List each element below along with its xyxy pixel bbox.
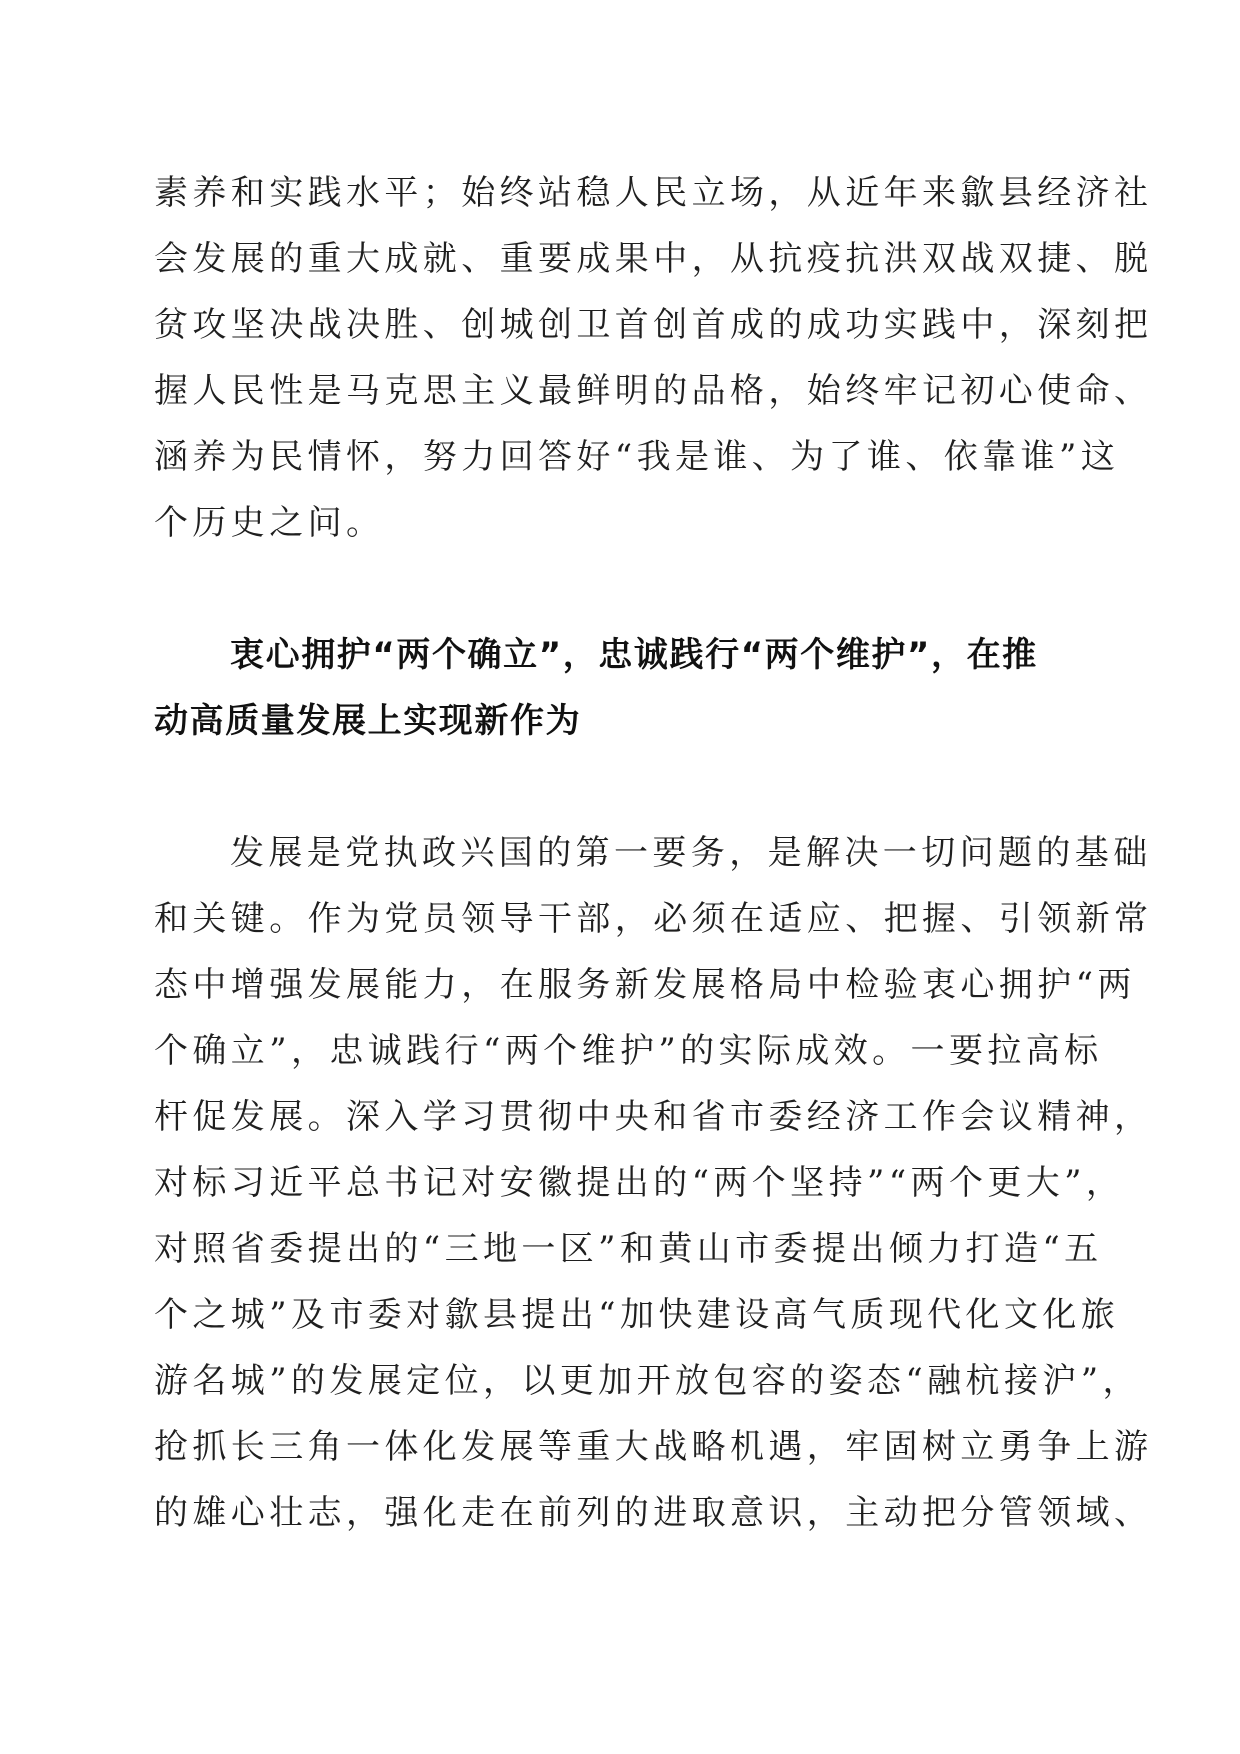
body-line: 会发展的重大成就、重要成果中，从抗疫抗洪双战双捷、脱 <box>154 239 1153 279</box>
body-line: 个确立”，忠诚践行“两个维护”的实际成效。一要拉高标 <box>154 1031 1103 1071</box>
body-line: 对标习近平总书记对安徽提出的“两个坚持”“两个更大”， <box>154 1163 1125 1203</box>
body-line: 的雄心壮志，强化走在前列的进取意识，主动把分管领域、 <box>154 1493 1153 1533</box>
body-line: 游名城”的发展定位，以更加开放包容的姿态“融杭接沪”， <box>154 1361 1141 1401</box>
text-column <box>154 160 1153 1546</box>
body-line: 发展是党执政兴国的第一要务，是解决一切问题的基础 <box>230 833 1152 873</box>
body-line: 素养和实践水平；始终站稳人民立场，从近年来歙县经济社 <box>154 173 1153 213</box>
paragraph-body <box>154 820 1153 1546</box>
paragraph-continuation <box>154 160 1153 556</box>
heading-line: 衷心拥护“两个确立”，忠诚践行“两个维护”，在推 <box>230 635 1038 675</box>
paragraph-gap <box>154 754 1094 820</box>
body-line: 抢抓长三角一体化发展等重大战略机遇，牢固树立勇争上游 <box>154 1427 1153 1467</box>
body-line: 贫攻坚决战决胜、创城创卫首创首成的成功实践中，深刻把 <box>154 305 1153 345</box>
body-line: 涵养为民情怀，努力回答好“我是谁、为了谁、依靠谁”这 <box>154 437 1120 477</box>
section-heading <box>154 622 1094 754</box>
body-line: 个之城”及市委对歙县提出“加快建设高气质现代化文化旅 <box>154 1295 1120 1335</box>
heading-line: 动高质量发展上实现新作为 <box>154 701 582 741</box>
body-line: 个历史之问。 <box>154 503 385 543</box>
body-line: 态中增强发展能力，在服务新发展格局中检验衷心拥护“两 <box>154 965 1136 1005</box>
body-line: 和关键。作为党员领导干部，必须在适应、把握、引领新常 <box>154 899 1153 939</box>
body-line: 握人民性是马克思主义最鲜明的品格，始终牢记初心使命、 <box>154 371 1153 411</box>
body-line: 对照省委提出的“三地一区”和黄山市委提出倾力打造“五 <box>154 1229 1103 1269</box>
paragraph-gap <box>154 556 1094 622</box>
body-line: 杆促发展。深入学习贯彻中央和省市委经济工作会议精神， <box>154 1097 1153 1137</box>
